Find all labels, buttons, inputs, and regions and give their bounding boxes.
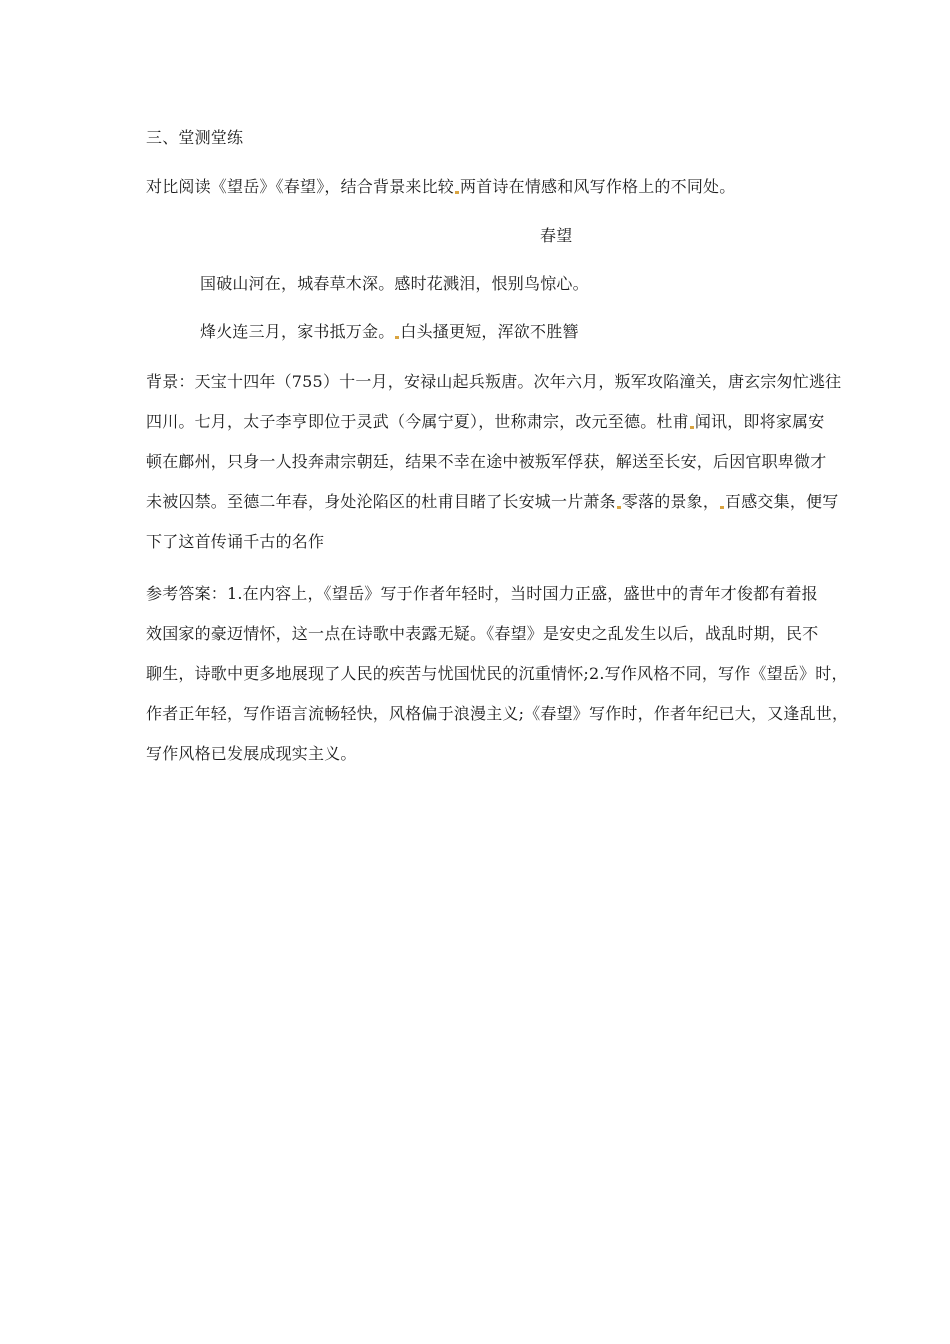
answer-line-2: 效国家的豪迈情怀，这一点在诗歌中表露无疑。《春望》是安史之乱发生以后，战乱时期，民不 [146, 624, 819, 643]
background-line-2-part-1: 四川。七月，太子李亨即位于灵武（今属宁夏），世称肃宗，改元至德。杜甫 [146, 412, 689, 431]
answer-line-4: 作者正年轻，写作语言流畅轻快，风格偏于浪漫主义;《春望》写作时，作者年纪已大，又逢乱世， [146, 704, 849, 723]
poem-line-2-part-1: 烽火连三月，家书抵万金。 [200, 322, 395, 341]
background-line-4 [146, 491, 838, 513]
background-line-4-part-3: 百感交集，便写 [725, 492, 839, 511]
background-line-4-part-1: 未被囚禁。至德二年春，身处沦陷区的杜甫目睹了长安城一片萧条 [146, 492, 616, 511]
instruction-text-part-2: 两首诗在情感和风写作格上的不同处。 [460, 177, 736, 196]
section-heading: 三、堂测堂练 [146, 128, 244, 147]
poem-title: 春望 [540, 226, 573, 245]
background-line-5: 下了这首传诵千古的名作 [146, 532, 325, 551]
answer-line-1: 参考答案：1.在内容上，《望岳》写于作者年轻时，当时国力正盛，盛世中的青年才俊都有着报 [146, 584, 818, 603]
answer-line-3: 聊生，诗歌中更多地展现了人民的疾苦与忧国忧民的沉重情怀;2.写作风格不同，写作《望岳》时， [146, 664, 848, 683]
background-line-2-part-2: 闻讯，即将家属安 [694, 412, 825, 431]
poem-line-2-part-2: 白头搔更短，浑欲不胜簪 [400, 322, 579, 341]
background-line-3: 顿在鄜州，只身一人投奔肃宗朝廷，结果不幸在途中被叛军俘获，解送至长安，后因官职卑微才 [146, 452, 827, 471]
background-line-2 [146, 411, 824, 433]
instruction-text-part-1: 对比阅读《望岳》《春望》，结合背景来比较 [146, 177, 455, 196]
background-line-1: 背景：天宝十四年（755）十一月，安禄山起兵叛唐。次年六月，叛军攻陷潼关，唐玄宗匆忙逃往 [146, 372, 842, 391]
highlight-mark [720, 506, 724, 509]
highlight-mark [617, 506, 621, 509]
answer-line-5: 写作风格已发展成现实主义。 [146, 744, 357, 763]
poem-line-1: 国破山河在，城春草木深。感时花溅泪，恨别鸟惊心。 [200, 274, 589, 293]
poem-line-2 [200, 321, 579, 343]
highlight-mark [690, 426, 694, 429]
exercise-instruction [146, 176, 735, 198]
highlight-mark [395, 336, 399, 339]
highlight-mark [455, 191, 459, 194]
background-line-4-part-2: 零落的景象， [621, 492, 720, 511]
